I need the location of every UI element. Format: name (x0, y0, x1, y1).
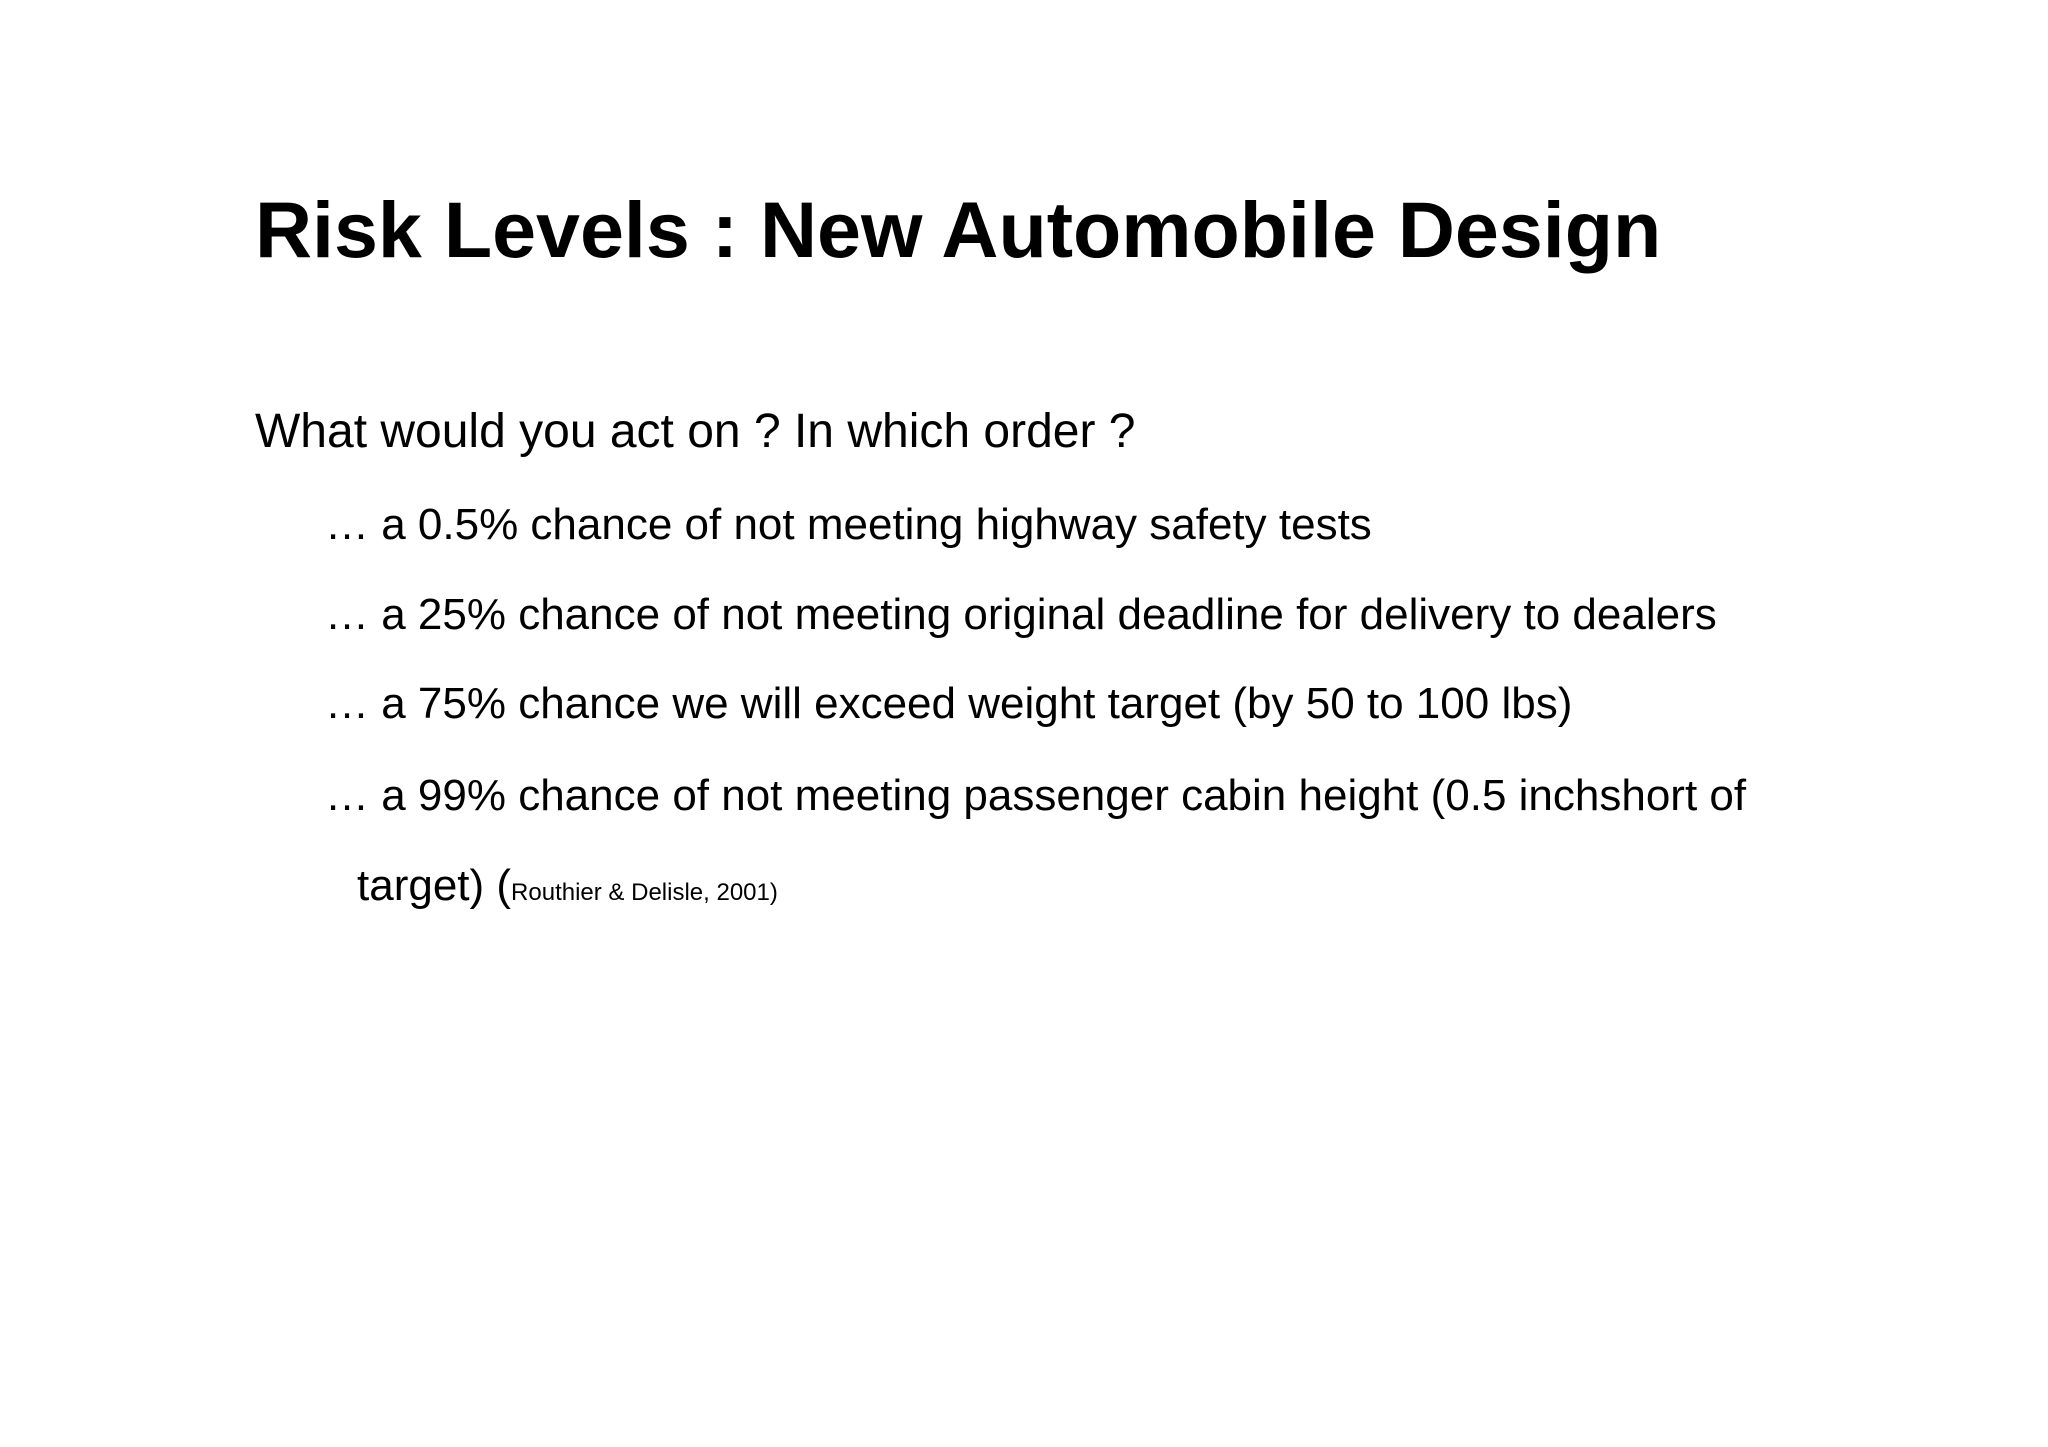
list-item: … a 0.5% chance of not meeting highway safety tests (325, 500, 1372, 549)
list-item: … a 75% chance we will exceed weight target (by 50 to 100 lbs) (325, 679, 1573, 729)
slide-title: Risk Levels : New Automobile Design (255, 185, 1662, 274)
risk-list (325, 500, 1746, 938)
list-item (325, 751, 1746, 938)
citation-close-paren: ) (769, 878, 778, 906)
intro-question: What would you act on ? In which order ? (255, 405, 1136, 458)
continuation-text: target) (357, 860, 497, 910)
list-item-text: … a 99% chance of not meeting passenger cabin height (0.5 inchshort of (325, 770, 1747, 820)
citation: Routhier & Delisle, 2001 (511, 878, 770, 906)
list-item-continuation (325, 841, 1746, 938)
citation-open-paren: ( (496, 860, 512, 910)
list-item: … a 25% chance of not meeting original deadline for delivery to dealers (325, 589, 1717, 639)
